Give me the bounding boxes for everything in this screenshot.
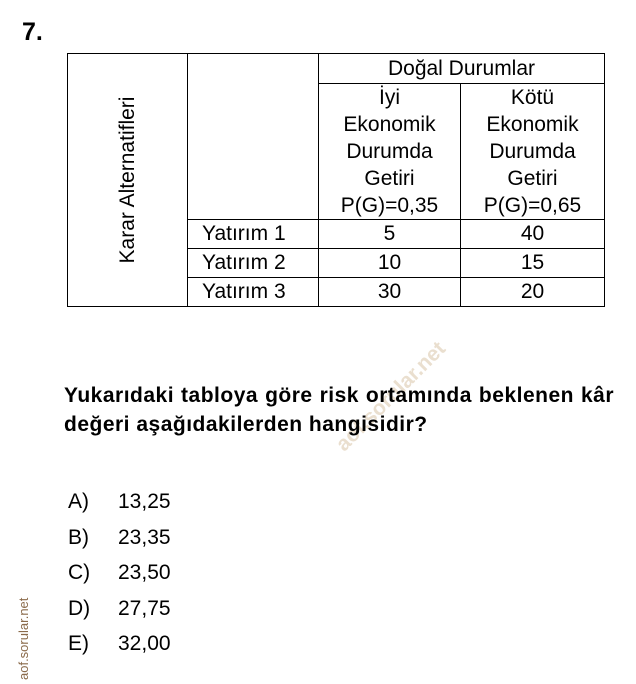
group-header: Doğal Durumlar <box>319 54 605 84</box>
option-b[interactable]: B) 23,35 <box>68 525 171 549</box>
question-number: 7. <box>22 18 43 46</box>
row-label: Yatırım 2 <box>188 249 319 278</box>
side-watermark: aof.sorular.net <box>16 597 31 680</box>
side-label-cell <box>68 54 188 307</box>
column-header-bad: Kötü Ekonomik Durumda Getiri P(G)=0,65 <box>461 84 605 220</box>
cell: 40 <box>461 220 605 249</box>
option-c[interactable]: C) 23,50 <box>68 561 171 584</box>
row-label: Yatırım 1 <box>188 220 319 249</box>
blank-cell <box>188 54 319 220</box>
column-header-good: İyi Ekonomik Durumda Getiri P(G)=0,35 <box>319 84 461 220</box>
answer-options <box>68 490 171 668</box>
option-a[interactable]: A) 13,25 <box>68 490 171 513</box>
cell: 10 <box>319 249 461 278</box>
option-e[interactable]: E) 32,00 <box>68 632 171 655</box>
row-label: Yatırım 3 <box>188 278 319 307</box>
cell: 15 <box>461 249 605 278</box>
decision-table <box>67 53 605 307</box>
watermark: aof.sorular.net <box>331 337 451 456</box>
question-text: Yukarıdaki tabloya göre risk ortamında beklenen kâr değeri aşağıdakilerden hangisidir? <box>64 384 614 436</box>
side-label: Karar Alternatifleri <box>115 96 139 264</box>
cell: 20 <box>461 278 605 307</box>
cell: 30 <box>319 278 461 307</box>
option-d[interactable]: D) 27,75 <box>68 596 171 620</box>
cell: 5 <box>319 220 461 249</box>
